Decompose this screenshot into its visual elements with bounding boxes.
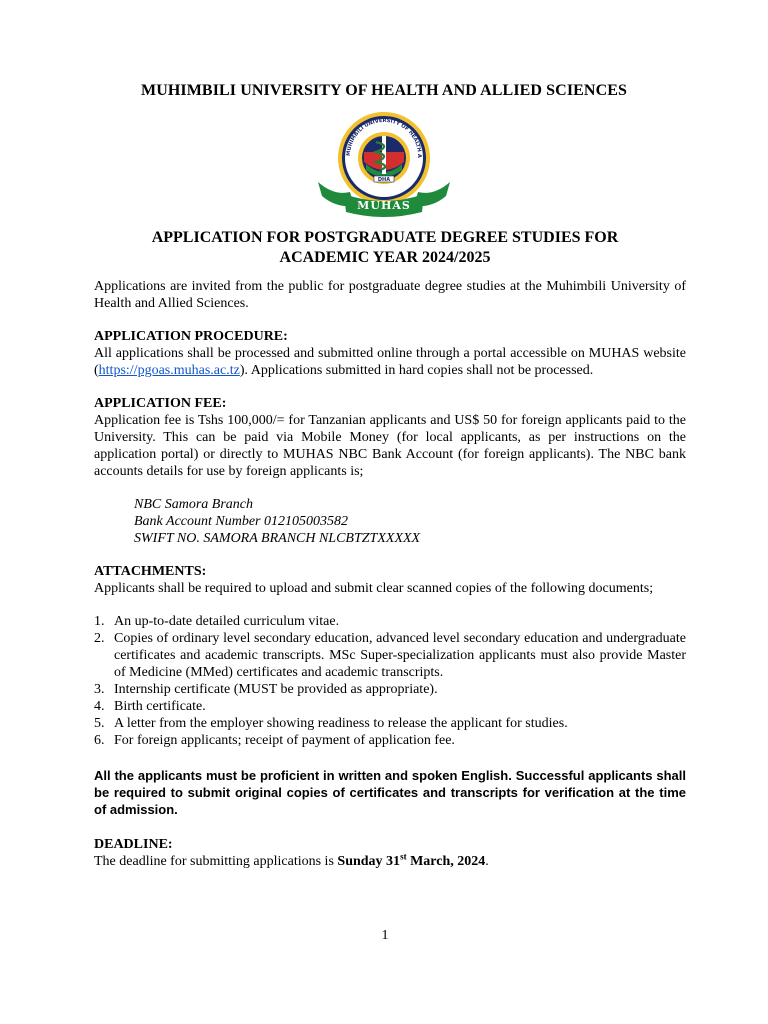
list-item-text: Birth certificate. <box>114 699 206 714</box>
list-item <box>94 715 686 732</box>
document-title <box>0 228 768 268</box>
procedure-text <box>94 345 686 379</box>
document-title-line2: ACADEMIC YEAR 2024/2025 <box>279 249 491 266</box>
deadline-date-rest: March, 2024 <box>406 854 486 869</box>
logo-banner-text: MUHAS <box>357 199 411 212</box>
list-item-number: 1. <box>94 614 105 629</box>
list-item-number: 3. <box>94 682 105 697</box>
bank-account: Bank Account Number 012105003582 <box>134 514 348 529</box>
bank-swift: SWIFT NO. SAMORA BRANCH NLCBTZTXXXXX <box>134 531 421 546</box>
list-item-text: An up-to-date detailed curriculum vitae. <box>114 614 340 629</box>
deadline-heading: DEADLINE: <box>94 837 173 852</box>
attachments-section <box>94 563 686 749</box>
document-body <box>94 278 686 870</box>
muhas-logo <box>314 108 454 220</box>
muhas-logo-image <box>314 108 454 220</box>
bank-branch: NBC Samora Branch <box>134 497 253 512</box>
attachments-list <box>94 613 686 749</box>
procedure-text-before: All applications shall be processed and submitted online through a portal accessible on MUHAS website ( <box>94 346 686 378</box>
fee-text: Application fee is Tshs 100,000/= for Tanzanian applicants and US$ 50 for foreign applicants paid to the University. This can be paid via Mobile Money (for local applicants, as per instructions on the application portal) or directly to MUHAS NBC Bank Account (for foreign applicants). The NBC bank accounts details for use by foreign applicants is; <box>94 413 686 479</box>
list-item <box>94 732 686 749</box>
page-number: 1 <box>381 928 389 943</box>
list-item <box>94 630 686 681</box>
deadline-date-day: Sunday 31 <box>337 854 401 869</box>
procedure-section <box>94 328 686 379</box>
list-item-number: 5. <box>94 716 105 731</box>
logo-motto: DHA <box>377 177 391 183</box>
logo-ring-text: MUHIMBILI UNIVERSITY OF HEALTH A <box>345 117 423 158</box>
deadline-date <box>337 851 486 869</box>
attachments-text: Applicants shall be required to upload and submit clear scanned copies of the following documents; <box>94 581 654 596</box>
attachments-heading: ATTACHMENTS: <box>94 564 207 579</box>
list-item-text: For foreign applicants; receipt of payment of application fee. <box>114 733 455 748</box>
deadline-section <box>94 836 686 870</box>
list-item-number: 4. <box>94 699 105 714</box>
fee-heading: APPLICATION FEE: <box>94 396 227 411</box>
deadline-text-lead: The deadline for submitting applications is <box>94 854 338 869</box>
procedure-text-after: ). Applications submitted in hard copies shall not be processed. <box>239 363 594 378</box>
list-item <box>94 681 686 698</box>
procedure-heading: APPLICATION PROCEDURE: <box>94 329 288 344</box>
list-item <box>94 613 686 630</box>
deadline-period: . <box>485 854 489 869</box>
university-title: MUHIMBILI UNIVERSITY OF HEALTH AND ALLIED SCIENCES <box>141 82 627 99</box>
list-item-number: 2. <box>94 631 105 646</box>
list-item-text: Copies of ordinary level secondary education, advanced level secondary education and undergraduate certificates and academic transcripts. MSc Super-specialization applicants must also provide Master of Medicine (MMed) certificates and academic transcripts. <box>114 631 686 680</box>
list-item-text: Internship certificate (MUST be provided as appropriate). <box>114 682 438 697</box>
list-item-text: A letter from the employer showing readiness to release the applicant for studies. <box>114 716 568 731</box>
list-item-number: 6. <box>94 733 105 748</box>
english-notice: All the applicants must be proficient in written and spoken English. Successful applicants shall be required to submit original copies of certificates and transcripts for verification at the time of admission. <box>94 768 686 817</box>
deadline-date-sup: st <box>400 851 407 862</box>
intro-paragraph: Applications are invited from the public for postgraduate degree studies at the Muhimbili University of Health and Allied Sciences. <box>94 279 686 311</box>
deadline-text <box>94 853 686 870</box>
bank-details <box>134 496 686 547</box>
document-title-line1: APPLICATION FOR POSTGRADUATE DEGREE STUDIES FOR <box>151 229 619 246</box>
list-item <box>94 698 686 715</box>
fee-section <box>94 395 686 547</box>
portal-link[interactable]: https://pgoas.muhas.ac.tz <box>98 363 240 378</box>
